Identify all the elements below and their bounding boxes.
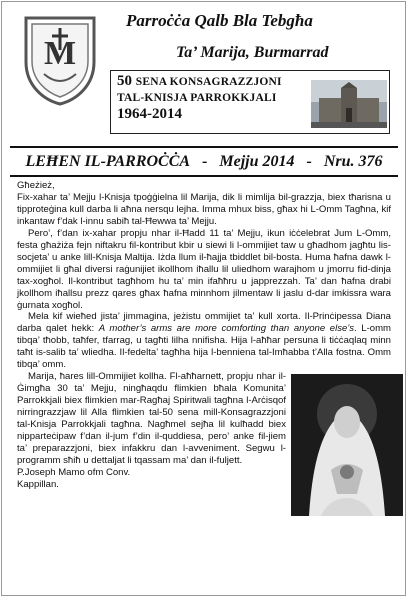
svg-text:M: M bbox=[43, 35, 77, 72]
newsletter-name: LEĦEN IL-PARROĊĊA bbox=[25, 152, 191, 170]
salutation: Għeżież, bbox=[17, 180, 55, 191]
title-separator: - bbox=[294, 152, 324, 170]
article-body bbox=[17, 180, 391, 516]
anniversary-box bbox=[110, 70, 390, 134]
issue-month: Mejju 2014 bbox=[219, 152, 295, 170]
paragraph-2: Pero’, f’dan ix-xahar propju nhar il-Ħadd 11 ta’ Mejju, ikun iċċelebrat Jum L-Omm, festa għażiża fejn niftakru fil-kontribut kbir u siewi li l-ommijiet taw u għadhom jagħtu lis-socjeta’ u anke lill-Knisja Maltija. Iżda llum il-ħajja tbiddlet bil-bosta. Huma ħafna dawk l-ommijiet li għal diversi raġunijiet ikollhom iħallu lil uliedhom warajhom u jmorru fid-dinja tax-xogħol. Il-kontribut tagħhom hu ta’ min ifaħħru u japprezzah. Ta’ dan ħafna drabi jkollhom iħallsu prezz qares għax ħafna minnhom jilmentaw li jaslu d-dar imkissra wara ġurnata xogħol. bbox=[17, 227, 391, 311]
church-photo bbox=[311, 80, 387, 128]
anniversary-number: 50 bbox=[117, 73, 132, 89]
diana-quote: A mother’s arms are more comforting than anyone else’s bbox=[98, 323, 355, 335]
signature-role: Kappillan. bbox=[17, 478, 59, 490]
paragraph-1: Fix-xahar ta’ Mejju l-Knisja tpoġġielna lil Marija, dik li mimlija bil-grazzja, biex tħarisna u tipproteġina kull darba li aħna nersqu lejha. Imma mhux biss, għax hi L-Omm Tagħna, kif inkantaw f’dak l-innu sabiħ tal-Ħewwa ta’ Mejju. bbox=[17, 191, 391, 227]
anniversary-text bbox=[117, 73, 307, 122]
parish-logo bbox=[20, 14, 100, 106]
parish-place: Ta’ Marija, Burmarrad bbox=[176, 44, 329, 61]
madonna-image bbox=[291, 374, 403, 516]
signature-name: P.Joseph Mamo ofm Conv. bbox=[17, 466, 131, 478]
parish-name: Parroċċa Qalb Bla Tebgħa bbox=[126, 11, 313, 30]
anniversary-line1 bbox=[117, 73, 307, 90]
anniversary-words: SENA KONSAGRAZZJONI bbox=[135, 76, 282, 88]
paragraph-3-tail: . L-omm tibqa’ tħobb, taħfer, tfarrag, u tagħti lilha nnifisha. Hija l-aħħar persuna li tiċċaqlaq minn taħt is-salib ta’ wliedha. Il-fedelta’ tagħha hija l-benniena tal-Imħabba t’Alla fostna. Omm tibqa’ omm. bbox=[17, 323, 391, 371]
paragraph-4: Marija, ħares lill-Ommijiet kollha. Fl-aħħarnett, propju nhar il-Ġimgħa 30 ta’ Mejju, ningħaqdu flimkien bħala Komunita’ Parrokkjali biex flimkien mar-Ragħaj Spiritwali tagħna l-Arċisqof nirringrazzjaw lil Alla flimkien tal-50 sena mill-Konsagrazzjoni tal-Knisja Parrokkjali tagħna. Nagħmel sejħa lil kulħadd biex nipparteċipaw f’dan il-jum f’din il-quddiesa, pero’ anke fil-jiem ta’ preparazzjoni, biex infakkru dan l-avveniment. Segwu l-programm sħiħ u dettaljat li tqassam ma’ dan il-fuljett. bbox=[17, 371, 286, 466]
title-bar bbox=[10, 146, 398, 177]
title-separator: - bbox=[190, 152, 220, 170]
issue-number: Nru. 376 bbox=[323, 152, 383, 170]
paragraph-3-lead: Mela kif wieħed jista’ jimmagina, jeżistu ommijiet ta’ kull xorta. Il-Prinċipessa Diana darba qalet hekk: bbox=[17, 311, 391, 335]
anniversary-line2: TAL-KNISJA PARROKKJALI bbox=[117, 92, 277, 104]
paragraph-3 bbox=[17, 311, 391, 371]
anniversary-years: 1964-2014 bbox=[117, 106, 182, 122]
